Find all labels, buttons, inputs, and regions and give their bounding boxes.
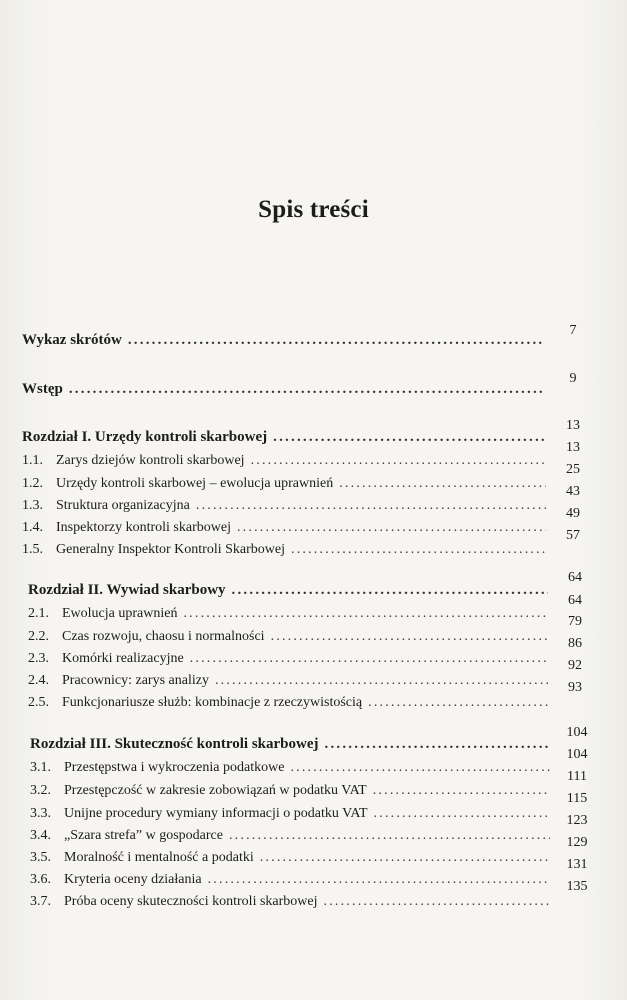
toc-chapter-label: Rozdział II. Wywiad skarbowy	[28, 582, 226, 598]
section-label: Próba oceny skuteczności kontroli skarbowej	[64, 894, 318, 909]
section-number: 2.3.	[28, 651, 49, 666]
toc-page-number: 115	[566, 791, 588, 806]
toc-page-number: 123	[566, 813, 588, 828]
toc-page-number: 111	[567, 769, 587, 784]
toc-page-number: 43	[566, 484, 580, 499]
section-label: Funkcjonariusze służb: kombinacje z rzeczywistością	[62, 695, 363, 710]
toc-section[interactable]	[30, 806, 554, 822]
dot-leader	[69, 381, 543, 398]
toc-section[interactable]	[30, 760, 554, 776]
toc-section[interactable]	[22, 453, 550, 469]
toc-section[interactable]	[30, 894, 554, 910]
dot-leader	[208, 872, 550, 888]
section-label: Generalny Inspektor Kontroli Skarbowej	[56, 542, 285, 557]
toc-page-number: 49	[566, 506, 580, 521]
toc-entry-wykaz[interactable]	[22, 332, 547, 349]
toc-page-number: 104	[566, 747, 588, 762]
toc-section[interactable]	[22, 542, 550, 558]
toc-page-number: 129	[566, 835, 588, 850]
toc-section[interactable]	[22, 498, 550, 514]
section-label: Pracownicy: zarys analizy	[62, 673, 209, 688]
toc-section[interactable]	[30, 828, 554, 844]
section-label: Kryteria oceny działania	[64, 872, 202, 887]
section-number: 3.3.	[30, 806, 51, 821]
section-number: 3.5.	[30, 850, 51, 865]
toc-page-number: 135	[566, 879, 588, 894]
section-label: Czas rozwoju, chaosu i normalności	[62, 629, 265, 644]
toc-section[interactable]	[28, 606, 552, 622]
dot-leader	[324, 894, 551, 910]
section-label: Przestępstwa i wykroczenia podatkowe	[64, 760, 285, 775]
section-number: 2.1.	[28, 606, 49, 621]
toc-section[interactable]	[28, 651, 552, 667]
section-label: Unijne procedury wymiany informacji o podatku VAT	[64, 806, 368, 821]
toc-chapter-1[interactable]	[22, 429, 550, 446]
dot-leader	[229, 828, 550, 844]
dot-leader	[196, 498, 546, 514]
section-number: 3.1.	[30, 760, 51, 775]
section-number: 3.6.	[30, 872, 51, 887]
section-number: 2.5.	[28, 695, 49, 710]
dot-leader	[271, 629, 548, 645]
section-number: 3.7.	[30, 894, 51, 909]
dot-leader	[325, 736, 551, 753]
section-label: Ewolucja uprawnień	[62, 606, 178, 621]
toc-entry-wstep[interactable]	[22, 381, 547, 398]
section-label: Struktura organizacyjna	[56, 498, 190, 513]
section-number: 1.5.	[22, 542, 43, 557]
toc-page-number: 86	[568, 636, 582, 651]
dot-leader	[251, 453, 546, 469]
dot-leader	[237, 520, 546, 536]
dot-leader	[128, 332, 543, 349]
dot-leader	[260, 850, 550, 866]
toc-page-number: 92	[568, 658, 582, 673]
section-number: 2.4.	[28, 673, 49, 688]
section-number: 1.4.	[22, 520, 43, 535]
toc-page-number: 93	[568, 680, 582, 695]
dot-leader	[215, 673, 548, 689]
section-label: Zarys dziejów kontroli skarbowej	[56, 453, 245, 468]
dot-leader	[291, 542, 546, 558]
section-label: Moralność i mentalność a podatki	[64, 850, 254, 865]
toc-page-number: 64	[568, 570, 582, 585]
toc-section[interactable]	[30, 872, 554, 888]
dot-leader	[273, 429, 546, 446]
dot-leader	[339, 476, 546, 492]
section-label: Komórki realizacyjne	[62, 651, 184, 666]
section-number: 1.2.	[22, 476, 43, 491]
section-number: 1.3.	[22, 498, 43, 513]
section-number: 1.1.	[22, 453, 43, 468]
toc-entry-label: Wykaz skrótów	[22, 332, 122, 348]
toc-section[interactable]	[28, 629, 552, 645]
toc-section[interactable]	[30, 783, 554, 799]
toc-page-number: 13	[566, 418, 580, 433]
toc-section[interactable]	[22, 476, 550, 492]
toc-section[interactable]	[28, 695, 552, 711]
toc-page-number: 9	[569, 371, 577, 386]
section-label: „Szara strefa” w gospodarce	[64, 828, 223, 843]
section-number: 2.2.	[28, 629, 49, 644]
dot-leader	[183, 606, 548, 622]
page-title: Spis treści	[258, 196, 369, 223]
dot-leader	[368, 695, 548, 711]
section-number: 3.4.	[30, 828, 51, 843]
toc-section[interactable]	[30, 850, 554, 866]
toc-page-number: 25	[566, 462, 580, 477]
toc-section[interactable]	[28, 673, 552, 689]
section-label: Inspektorzy kontroli skarbowej	[56, 520, 231, 535]
section-label: Urzędy kontroli skarbowej – ewolucja uprawnień	[56, 476, 334, 491]
toc-entry-label: Wstęp	[22, 381, 63, 397]
toc-chapter-label: Rozdział I. Urzędy kontroli skarbowej	[22, 429, 268, 445]
dot-leader	[190, 651, 548, 667]
toc-page-number: 64	[568, 593, 582, 608]
dot-leader	[374, 806, 550, 822]
toc-page-number: 131	[566, 857, 588, 872]
toc-page-number: 7	[569, 323, 577, 338]
toc-page-number: 79	[568, 614, 582, 629]
section-number: 3.2.	[30, 783, 51, 798]
toc-chapter-2[interactable]	[28, 582, 552, 599]
toc-page-number: 57	[566, 528, 580, 543]
dot-leader	[290, 760, 550, 776]
toc-page-number: 13	[566, 440, 580, 455]
toc-chapter-3[interactable]	[30, 736, 554, 753]
section-label: Przestępczość w zakresie zobowiązań w podatku VAT	[64, 783, 367, 798]
toc-chapter-label: Rozdział III. Skuteczność kontroli skarbowej	[30, 736, 319, 752]
toc-section[interactable]	[22, 520, 550, 536]
toc-page-number: 104	[566, 725, 588, 740]
dot-leader	[373, 783, 550, 799]
dot-leader	[232, 582, 548, 599]
